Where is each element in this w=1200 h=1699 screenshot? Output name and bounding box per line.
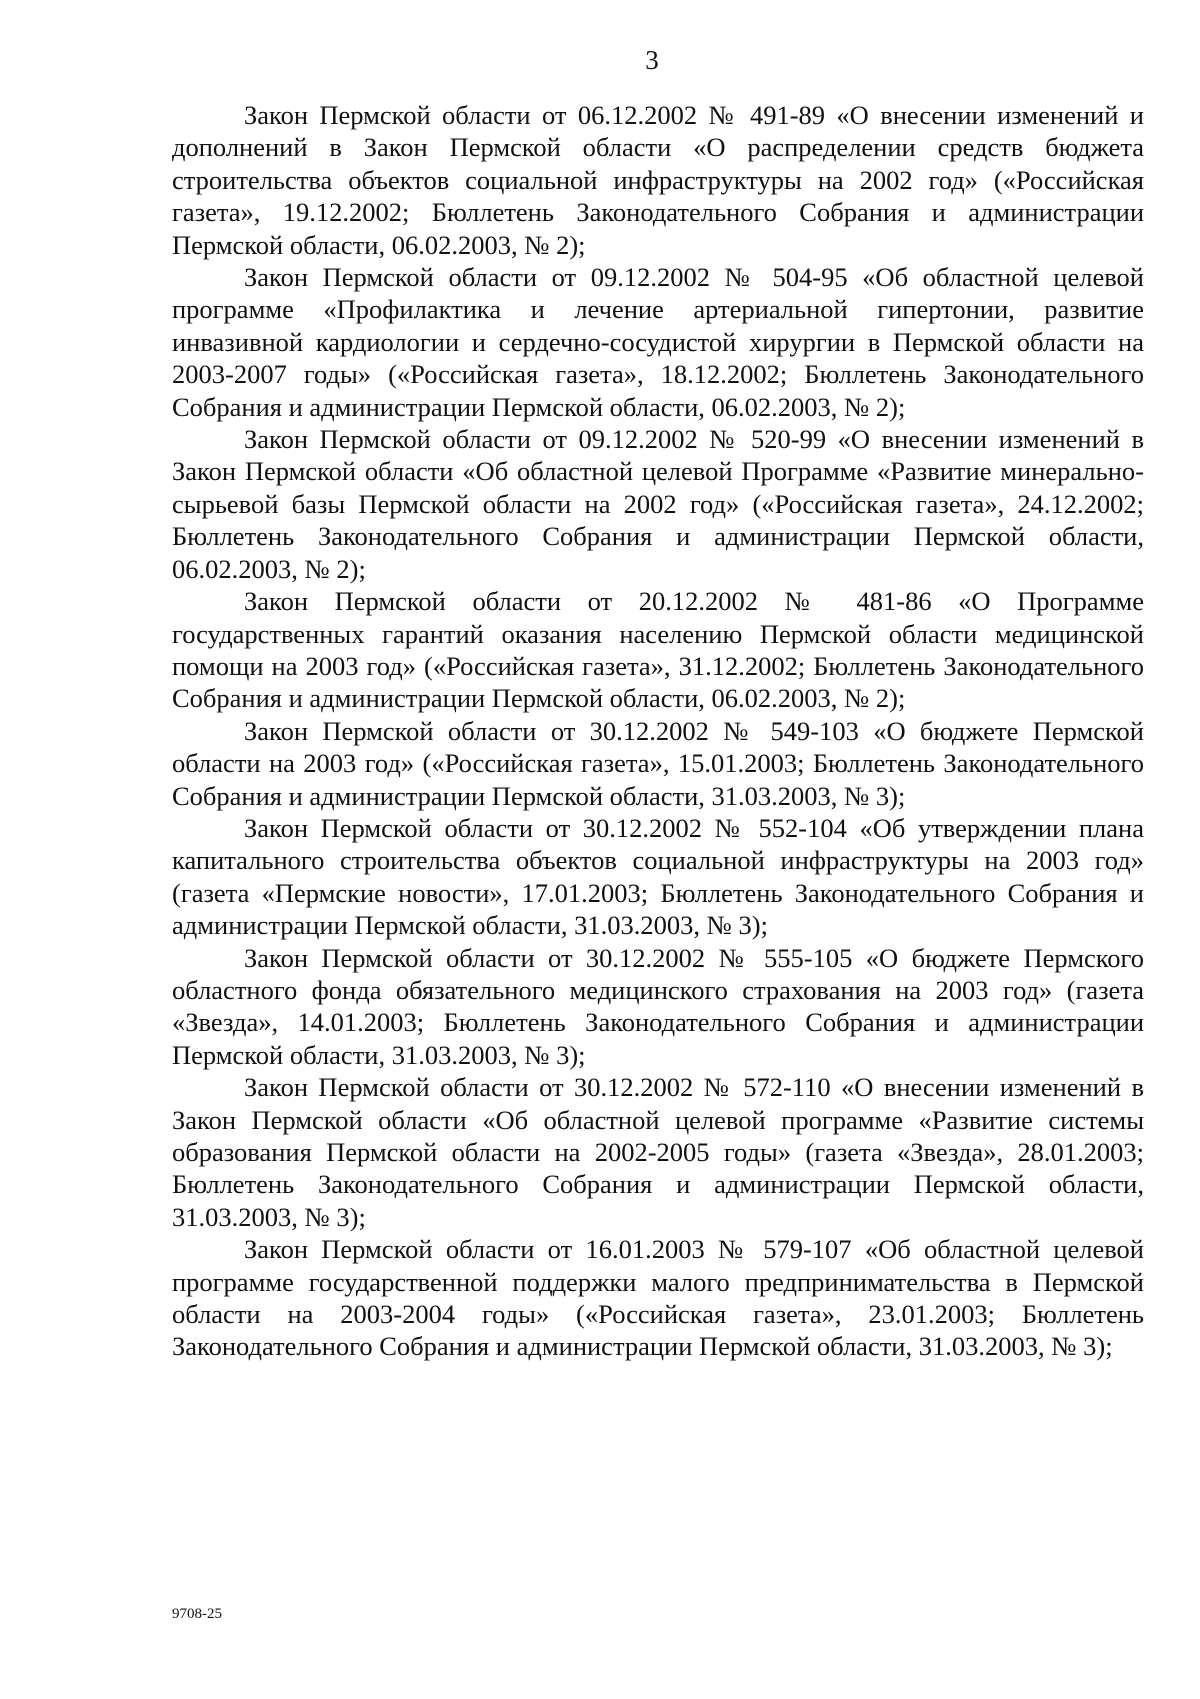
law-paragraph: Закон Пермской области от 20.12.2002 № 481-86 «О Программе государственных гарантий оказания населению Пермской области медицинской помощи на 2003 год» («Российская газета», 31.12.2002; Бюллетень Законодательного Собрания и администрации Пермской области, 06.02.2003, № 2); [172,586,1144,714]
law-paragraph: Закон Пермской области от 30.12.2002 № 549-103 «О бюджете Пермской области на 2003 год» («Российская газета», 15.01.2003; Бюллетень Законодательного Собрания и администрации Пермской области, 31.03.2003, № 3); [172,715,1144,811]
document-code: 9708-25 [172,1606,222,1622]
law-paragraph: Закон Пермской области от 30.12.2002 № 555-105 «О бюджете Пермского областного фонда обязательного медицинского страхования на 2003 год» (газета «Звезда», 14.01.2003; Бюллетень Законодательного Собрания и администрации Пермской области, 31.03.2003, № 3); [172,942,1144,1070]
page-number: 3 [645,45,659,75]
document-body [172,99,1144,1363]
law-paragraph: Закон Пермской области от 09.12.2002 № 504-95 «Об областной целевой программе «Профилактика и лечение артериальной гипертонии, развитие инвазивной кардиологии и сердечно-сосудистой хирургии в Пермской области на 2003-2007 годы» («Российская газета», 18.12.2002; Бюллетень Законодательного Собрания и администрации Пермской области, 06.02.2003, № 2); [172,262,1144,422]
law-paragraph: Закон Пермской области от 16.01.2003 № 579-107 «Об областной целевой программе государственной поддержки малого предпринимательства в Пермской области на 2003-2004 годы» («Российская газета», 23.01.2003; Бюллетень Законодательного Собрания и администрации Пермской области, 31.03.2003, № 3); [172,1234,1144,1362]
law-paragraph: Закон Пермской области от 06.12.2002 № 491-89 «О внесении изменений и дополнений в Закон Пермской области «О распределении средств бюджета строительства объектов социальной инфраструктуры на 2002 год» («Российская газета», 19.12.2002; Бюллетень Законодательного Собрания и администрации Пермской области, 06.02.2003, № 2); [172,100,1144,260]
law-paragraph: Закон Пермской области от 09.12.2002 № 520-99 «О внесении изменений в Закон Пермской области «Об областной целевой Программе «Развитие минерально-сырьевой базы Пермской области на 2002 год» («Российская газета», 24.12.2002; Бюллетень Законодательного Собрания и администрации Пермской области, 06.02.2003, № 2); [172,424,1144,584]
law-paragraph: Закон Пермской области от 30.12.2002 № 552-104 «Об утверждении плана капитального строительства объектов социальной инфраструктуры на 2003 год» (газета «Пермские новости», 17.01.2003; Бюллетень Законодательного Собрания и администрации Пермской области, 31.03.2003, № 3); [172,812,1144,941]
law-paragraph: Закон Пермской области от 30.12.2002 № 572-110 «О внесении изменений в Закон Пермской области «Об областной целевой программе «Развитие системы образования Пермской области на 2002-2005 годы» (газета «Звезда», 28.01.2003; Бюллетень Законодательного Собрания и администрации Пермской области, 31.03.2003, № 3); [172,1072,1144,1232]
